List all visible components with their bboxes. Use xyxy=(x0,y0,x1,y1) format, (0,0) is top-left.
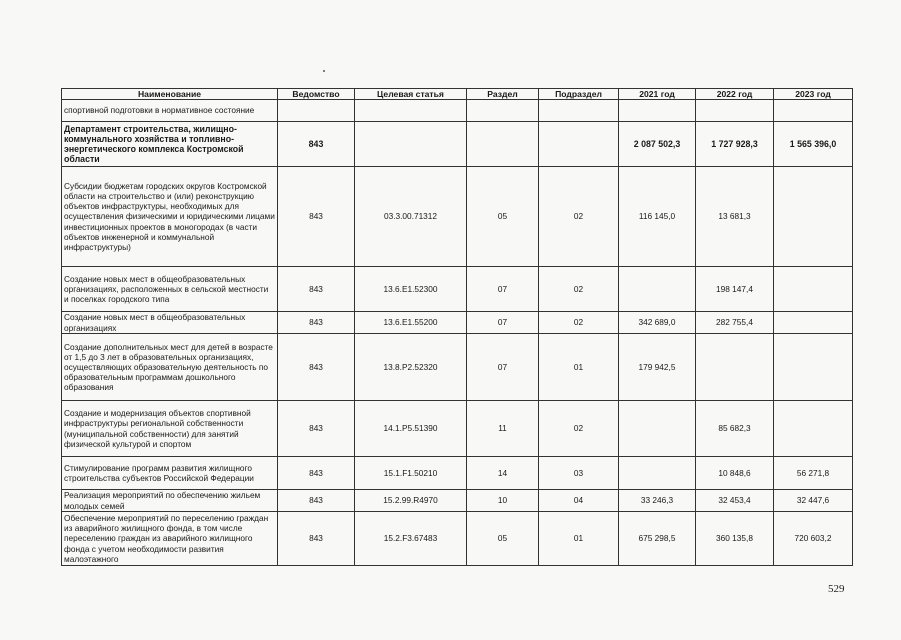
row-name: Создание и модернизация объектов спортивной инфраструктуры региональной собственности (муниципальной собственности) для занятий физической культурой и спортом xyxy=(62,401,278,457)
row-name: Создание новых мест в общеобразовательных организациях, расположенных в сельской местности и поселках городского типа xyxy=(62,267,278,312)
row-value-2023 xyxy=(774,334,853,401)
header-section: Раздел xyxy=(467,89,539,100)
row-value-2023: 720 603,2 xyxy=(774,512,853,566)
table-row xyxy=(62,457,853,490)
row-section: 14 xyxy=(467,457,539,490)
row-value-2021 xyxy=(619,267,696,312)
row-subsection: 02 xyxy=(539,401,619,457)
row-value-2022: 360 135,8 xyxy=(696,512,774,566)
row-target-article: 13.6.E1.52300 xyxy=(355,267,467,312)
row-subsection xyxy=(539,122,619,167)
row-value-2021: 675 298,5 xyxy=(619,512,696,566)
row-value-2021 xyxy=(619,401,696,457)
row-value-2022: 13 681,3 xyxy=(696,167,774,267)
header-target-article: Целевая статья xyxy=(355,89,467,100)
row-name: Реализация мероприятий по обеспечению жильем молодых семей xyxy=(62,490,278,512)
row-name: Стимулирование программ развития жилищного строительства субъектов Российской Федерации xyxy=(62,457,278,490)
table-row xyxy=(62,312,853,334)
row-department: 843 xyxy=(278,334,355,401)
budget-table xyxy=(61,88,853,566)
page-number: 529 xyxy=(828,583,845,595)
header-year-2022: 2022 год xyxy=(696,89,774,100)
table-header-row xyxy=(62,89,853,100)
table-row xyxy=(62,334,853,401)
row-name: Создание дополнительных мест для детей в возрасте от 1,5 до 3 лет в образовательных организациях, осуществляющих образовательную деятельность по образовательным программам дошкольного образования xyxy=(62,334,278,401)
row-name: Создание новых мест в общеобразовательных организациях xyxy=(62,312,278,334)
row-value-2021: 179 942,5 xyxy=(619,334,696,401)
row-section: 05 xyxy=(467,512,539,566)
row-department: 843 xyxy=(278,312,355,334)
row-value-2021: 33 246,3 xyxy=(619,490,696,512)
row-department: 843 xyxy=(278,167,355,267)
row-section xyxy=(467,100,539,122)
row-target-article: 15.1.F1.50210 xyxy=(355,457,467,490)
row-value-2023 xyxy=(774,100,853,122)
row-value-2022: 85 682,3 xyxy=(696,401,774,457)
row-subsection: 01 xyxy=(539,334,619,401)
row-value-2022 xyxy=(696,100,774,122)
row-value-2022: 10 848,6 xyxy=(696,457,774,490)
table-row xyxy=(62,490,853,512)
row-value-2022: 32 453,4 xyxy=(696,490,774,512)
row-section xyxy=(467,122,539,167)
row-value-2022: 198 147,4 xyxy=(696,267,774,312)
row-value-2022: 282 755,4 xyxy=(696,312,774,334)
row-value-2021: 342 689,0 xyxy=(619,312,696,334)
row-value-2021 xyxy=(619,457,696,490)
row-value-2023: 56 271,8 xyxy=(774,457,853,490)
row-subsection: 02 xyxy=(539,312,619,334)
row-section: 07 xyxy=(467,334,539,401)
row-target-article: 15.2.99.R4970 xyxy=(355,490,467,512)
scan-speck xyxy=(323,70,325,72)
row-value-2023 xyxy=(774,312,853,334)
table-row xyxy=(62,100,853,122)
row-name: Департамент строительства, жилищно-коммунального хозяйства и топливно-энергетического комплекса Костромской области xyxy=(62,122,278,167)
row-subsection: 02 xyxy=(539,167,619,267)
table-row xyxy=(62,401,853,457)
row-department xyxy=(278,100,355,122)
row-target-article: 13.8.P2.52320 xyxy=(355,334,467,401)
row-department: 843 xyxy=(278,122,355,167)
row-value-2023 xyxy=(774,167,853,267)
row-subsection: 04 xyxy=(539,490,619,512)
row-value-2023 xyxy=(774,401,853,457)
row-target-article: 14.1.P5.51390 xyxy=(355,401,467,457)
row-value-2023 xyxy=(774,267,853,312)
row-department: 843 xyxy=(278,457,355,490)
row-department: 843 xyxy=(278,490,355,512)
row-section: 07 xyxy=(467,267,539,312)
row-value-2022: 1 727 928,3 xyxy=(696,122,774,167)
row-value-2021: 116 145,0 xyxy=(619,167,696,267)
row-subsection: 01 xyxy=(539,512,619,566)
table-row xyxy=(62,167,853,267)
table-row xyxy=(62,267,853,312)
table-row xyxy=(62,512,853,566)
row-value-2023: 32 447,6 xyxy=(774,490,853,512)
row-value-2021: 2 087 502,3 xyxy=(619,122,696,167)
row-name: спортивной подготовки в нормативное состояние xyxy=(62,100,278,122)
row-name: Субсидии бюджетам городских округов Костромской области на строительство и (или) реконструкцию объектов инфраструктуры, необходимых для осуществления физическими и юридическими лицами инвестиционных проектов в моногородах (в части объектов инженерной и коммунальной инфраструктуры) xyxy=(62,167,278,267)
row-subsection xyxy=(539,100,619,122)
row-value-2021 xyxy=(619,100,696,122)
table-row xyxy=(62,122,853,167)
row-section: 10 xyxy=(467,490,539,512)
row-section: 05 xyxy=(467,167,539,267)
row-target-article: 15.2.F3.67483 xyxy=(355,512,467,566)
header-name: Наименование xyxy=(62,89,278,100)
row-department: 843 xyxy=(278,267,355,312)
row-target-article xyxy=(355,122,467,167)
row-value-2023: 1 565 396,0 xyxy=(774,122,853,167)
row-section: 07 xyxy=(467,312,539,334)
row-department: 843 xyxy=(278,512,355,566)
row-name: Обеспечение мероприятий по переселению граждан из аварийного жилищного фонда, в том числе переселению граждан из аварийного жилищного фонда с учетом необходимости развития малоэтажного xyxy=(62,512,278,566)
row-target-article: 13.6.E1.55200 xyxy=(355,312,467,334)
row-target-article: 03.3.00.71312 xyxy=(355,167,467,267)
header-subsection: Подраздел xyxy=(539,89,619,100)
row-value-2022 xyxy=(696,334,774,401)
row-department: 843 xyxy=(278,401,355,457)
row-section: 11 xyxy=(467,401,539,457)
row-target-article xyxy=(355,100,467,122)
header-year-2021: 2021 год xyxy=(619,89,696,100)
header-year-2023: 2023 год xyxy=(774,89,853,100)
header-department: Ведомство xyxy=(278,89,355,100)
row-subsection: 02 xyxy=(539,267,619,312)
row-subsection: 03 xyxy=(539,457,619,490)
